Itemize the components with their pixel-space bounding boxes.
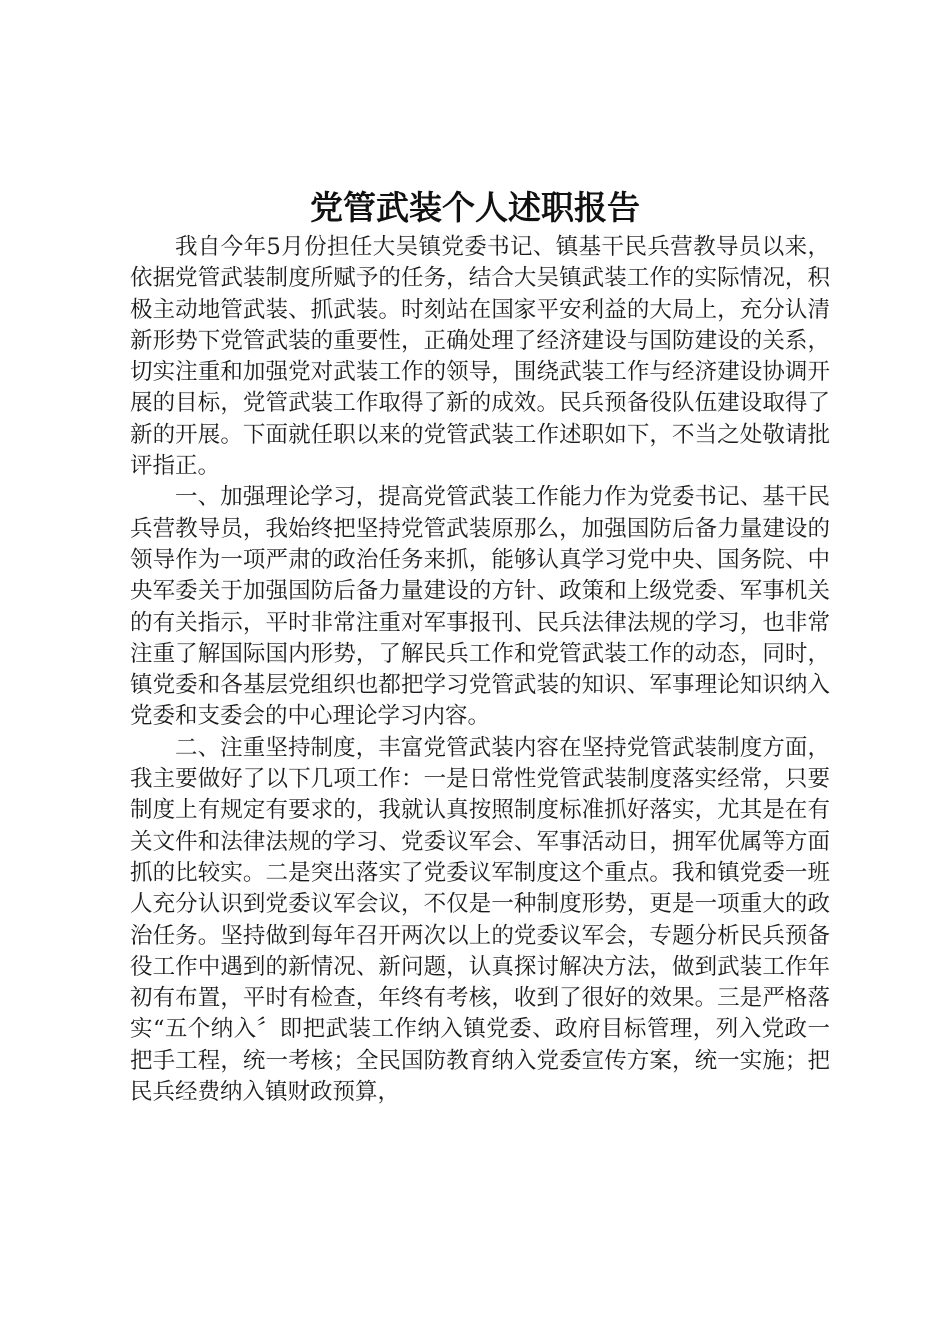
paragraph-section-2: 二、注重坚持制度，丰富党管武装内容在坚持党管武装制度方面，我主要做好了以下几项工作：一是日常性党管武装制度落实经常，只要制度上有规定有要求的，我就认真按照制度标准抓好落实，尤其是在有关文件和法律法规的学习、党委议军会、军事活动日，拥军优属等方面抓的比较实。二是突出落实了党委议军制度这个重点。我和镇党委一班人充分认识到党委议军会议，不仅是一种制度形势，更是一项重大的政治任务。坚持做到每年召开两次以上的党委议军会，专题分析民兵预备役工作中遇到的新情况、新问题，认真探讨解决方法，做到武装工作年初有布置，平时有检查，年终有考核，收到了很好的效果。三是严格落实“五个纳入〞即把武装工作纳入镇党委、政府目标管理，列入党政一把手工程，统一考核；全民国防教育纳入党委宣传方案，统一实施；把民兵经费纳入镇财政预算，: [130, 734, 830, 1106]
document-body: [130, 232, 830, 1108]
document-title: 党管武装个人述职报告: [310, 188, 640, 227]
paragraph-section-1: 一、加强理论学习，提高党管武装工作能力作为党委书记、基干民兵营教导员，我始终把坚持党管武装原那么，加强国防后备力量建设的领导作为一项严肃的政治任务来抓，能够认真学习党中央、国务院、中央军委关于加强国防后备力量建设的方针、政策和上级党委、军事机关的有关指示，平时非常注重对军事报刊、民兵法律法规的学习，也非常注重了解国际国内形势，了解民兵工作和党管武装工作的动态，同时，镇党委和各基层党组织也都把学习党管武装的知识、军事理论知识纳入党委和支委会的中心理论学习内容。: [130, 484, 830, 730]
paragraph-intro: 我自今年5月份担任大吴镇党委书记、镇基干民兵营教导员以来，依据党管武装制度所赋予的任务，结合大吴镇武装工作的实际情况，积极主动地管武装、抓武装。时刻站在国家平安利益的大局上，充分认清新形势下党管武装的重要性，正确处理了经济建设与国防建设的关系，切实注重和加强党对武装工作的领导，围绕武装工作与经济建设协调开展的目标，党管武装工作取得了新的成效。民兵预备役队伍建设取得了新的开展。下面就任职以来的党管武装工作述职如下，不当之处敬请批评指正。: [130, 234, 830, 480]
